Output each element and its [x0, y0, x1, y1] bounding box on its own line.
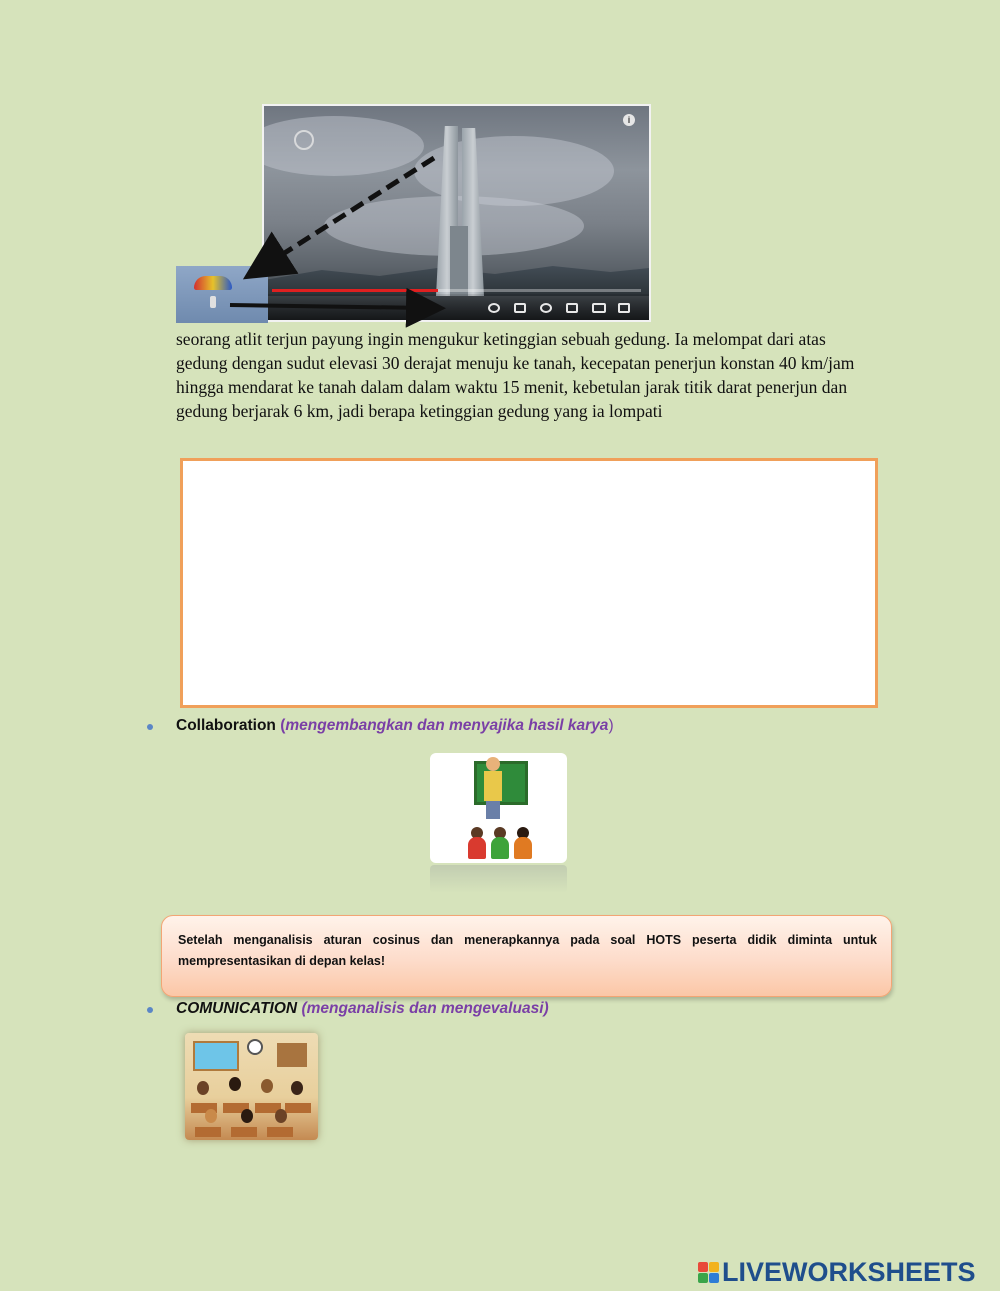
- teacher-legs: [486, 801, 500, 819]
- communication-title: COMUNICATION: [176, 1000, 298, 1017]
- instruction-note: Setelah menganalisis aturan cosinus dan menerapkannya pada soal HOTS peserta didik diminta untuk mempresentasikan di depan kelas!: [161, 915, 892, 997]
- student-head: [241, 1109, 253, 1123]
- student-head: [229, 1077, 241, 1091]
- communication-subtitle: (menganalisis dan mengevaluasi): [301, 1000, 549, 1017]
- logo-blocks-icon: [698, 1262, 719, 1283]
- student-head: [275, 1109, 287, 1123]
- bullet-icon: [147, 1007, 153, 1013]
- question-text: seorang atlit terjun payung ingin mengukur ketinggian sebuah gedung. Ia melompat dari atas gedung dengan sudut elevasi 30 derajat menuju ke tanah, kecepatan penerjun konstan 40 km/jam hingga mendarat ke tanah dalam dalam waktu 15 menit, kebetulan jarak titik darat penerjun dan gedung berjarak 6 km, jadi berapa ketinggian gedung yang ia lompati: [176, 329, 855, 421]
- fullscreen-icon[interactable]: [618, 303, 630, 313]
- presentation-illustration: [430, 753, 567, 863]
- solid-arrow-icon: [230, 305, 426, 308]
- student-head: [291, 1081, 303, 1095]
- miniplayer-icon[interactable]: [566, 303, 578, 313]
- bookshelf-icon: [277, 1043, 307, 1067]
- world-map-icon: [193, 1041, 239, 1071]
- image-reflection: [430, 865, 567, 893]
- student-figure: [491, 837, 509, 859]
- collaboration-title: Collaboration: [176, 717, 276, 734]
- liveworksheets-logo[interactable]: [698, 1258, 976, 1286]
- teacher-body: [484, 771, 502, 801]
- communication-heading: [176, 1000, 549, 1018]
- bullet-icon: [147, 724, 153, 730]
- desk-shape: [285, 1103, 311, 1113]
- teacher-head: [486, 757, 500, 771]
- student-head: [197, 1081, 209, 1095]
- replay-icon[interactable]: [294, 130, 314, 150]
- theater-icon[interactable]: [592, 303, 606, 313]
- direction-arrows: [176, 150, 456, 320]
- student-head: [261, 1079, 273, 1093]
- logo-text: LIVEWORKSHEETS: [722, 1256, 976, 1287]
- classroom-illustration: [185, 1033, 318, 1140]
- collaboration-paren-open: (: [280, 717, 286, 734]
- play-icon[interactable]: [488, 303, 500, 313]
- desk-shape: [231, 1127, 257, 1137]
- desk-shape: [267, 1127, 293, 1137]
- answer-input-box[interactable]: [180, 458, 878, 708]
- collaboration-subtitle: mengembangkan dan menyajika hasil karya: [285, 717, 609, 734]
- desk-shape: [195, 1127, 221, 1137]
- dashed-arrow-icon: [264, 158, 434, 266]
- settings-icon[interactable]: [540, 303, 552, 313]
- collaboration-heading: [176, 717, 614, 735]
- clock-icon: [247, 1039, 263, 1055]
- student-head: [205, 1109, 217, 1123]
- student-figure: [514, 837, 532, 859]
- student-figure: [468, 837, 486, 859]
- collaboration-paren-close: ): [608, 717, 614, 734]
- info-icon[interactable]: i: [623, 114, 635, 126]
- subtitles-icon[interactable]: [514, 303, 526, 313]
